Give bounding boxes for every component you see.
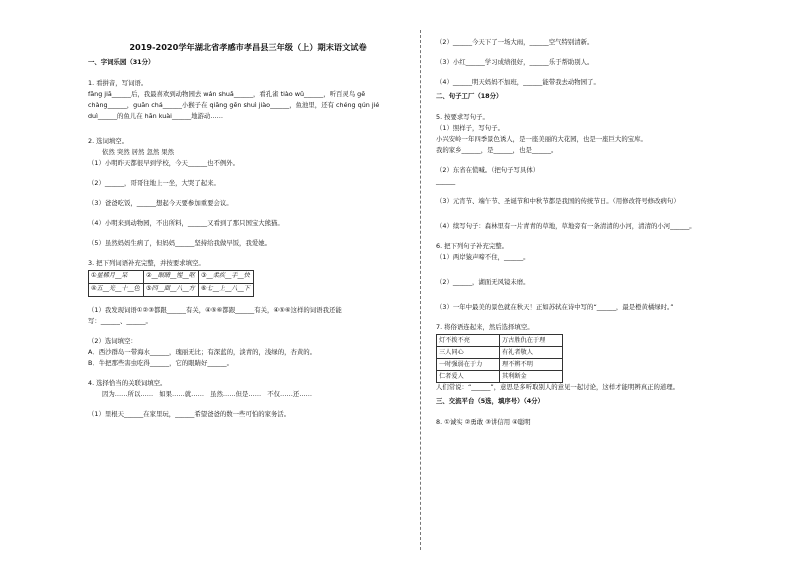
table-cell: 其利断金 (500, 371, 563, 383)
q1-line-3: duì______的鱼儿在 hān kuài______地游动…… (88, 112, 224, 121)
table-row (89, 284, 254, 297)
table-cell: ⑤四__面__八__方 (144, 284, 199, 297)
q2-word-bank: 依然 突然 居然 忽然 果然 (102, 148, 175, 157)
q6-heading: 6. 把下列句子补充完整。 (436, 242, 509, 250)
table-cell: 仁者爱人 (437, 371, 500, 383)
table-cell: 一时强弱在于力 (437, 359, 500, 371)
table-cell: 万古胜仇在于理 (500, 335, 563, 347)
q1-line-1: fāng jiā______后，我最喜欢到动物园去 wán shuǎ______，看孔雀 tiào wǔ______，听百灵鸟 gē (88, 90, 366, 99)
exam-title: 2019-2020学年湖北省孝感市孝昌县三年级（上）期末语文试卷 (129, 42, 367, 52)
table-cell: ⑥七__上__八__下 (199, 284, 254, 297)
column-divider (420, 30, 421, 550)
q1-heading: 1. 看拼音，写词语。 (88, 79, 148, 88)
section-heading-3: 三、交流平台（5选，填序号）（4分） (436, 397, 544, 405)
right-column (436, 38, 736, 429)
table-row (89, 271, 254, 284)
q2-item-3: （3）爸爸吃饭，______想起今天要参加重要会议。 (88, 199, 233, 208)
q2-item-4: （4）小明来到动物园，不出所料，______又看到了那只国宝大熊猫。 (88, 219, 284, 228)
section-heading-1: 一、字词乐园（31分） (88, 58, 155, 67)
table-cell: ③__柔疾__手__快 (199, 271, 254, 284)
q1-line-2: chàng______，guān chá______小猴子在 qiāng gēn shuì jiào______，鱼池里，还有 chéng qún jié (88, 101, 380, 110)
q2-item-5: （5）虽然妈妈生病了，但妈妈______坚持给我做早饭，我爱她。 (88, 239, 272, 248)
q4-word-bank: 因为……所以…… 如果……就…… 虽然……但是…… 不仅……还…… (102, 390, 313, 399)
table-cell: ①星稀月__呆 (89, 271, 144, 284)
q3-word-table (88, 270, 254, 297)
table-cell: ④五__光__十__色 (89, 284, 144, 297)
q6-sub-1: （1）两岸猿声啼不住，______。 (436, 253, 530, 261)
q6-sub-2: （2）______，湖面无风镜未磨。 (436, 278, 530, 286)
q4-item-3: （3）小红______学习成绩很好，______乐于帮助别人。 (436, 58, 594, 66)
table-cell: 理不辨不明 (500, 359, 563, 371)
table-row (437, 371, 563, 383)
table-cell: 有礼者敬人 (500, 347, 563, 359)
q5-sub-3: （3）元宵节、端午节、圣诞节和中秋节都是我国的传统节日。（用修改符号修改病句） (436, 197, 680, 205)
q7-tail: 人们常说：“______”，意思是多听取别人的意见一起讨论，这样才能明辨真正的道理。 (436, 383, 680, 391)
q7-proverb-table (436, 334, 563, 383)
q5-heading: 5. 按要求写句子。 (436, 113, 489, 121)
q5-sub-1b: 我的家乡______，是______，也是______。 (436, 146, 558, 154)
q8-options: 8. ①诚实 ②勇敢 ③讲信用 ④聪明 (436, 418, 531, 426)
q3-sub-2: （2）选词填空： (88, 337, 137, 346)
q2-item-1: （1）小明昨天都很早到学校，今天______也不例外。 (88, 159, 240, 168)
q5-sub-1a: 小兴安岭一年四季景色诱人，是一座美丽的大花园，也是一座巨大的宝库。 (436, 135, 647, 143)
q7-heading: 7. 将俗语连起来，然后选择填空。 (436, 323, 534, 331)
q5-sub-2: （2）东省在慌喊。（把句子写具体） (436, 166, 540, 174)
q3-sub-1b: 写：______、______。 (88, 317, 152, 326)
q3-heading: 3. 把下列词语补充完整，并按要求填空。 (88, 259, 205, 268)
table-row (437, 347, 563, 359)
q6-sub-3: （3）一年中最美的景色就在秋天！正如苏轼在诗中写的“______，最是橙黄橘绿时。” (436, 303, 674, 311)
table-cell: 灯不拨不亮 (437, 335, 500, 347)
table-cell: ②__眼睛__惺__呕 (144, 271, 199, 284)
q4-item-2: （2）______今天下了一场大雨，______空气特别清新。 (436, 38, 594, 46)
q3-sub-2b: B．牛把那些害虫吃得______，它的眼睛好______。 (88, 359, 233, 368)
q2-item-2: （2）______，哥哥往地上一坐，大哭了起来。 (88, 179, 220, 188)
q2-heading: 2. 选词填空。 (88, 137, 129, 146)
table-row (437, 359, 563, 371)
table-row (437, 335, 563, 347)
table-cell: 三人同心 (437, 347, 500, 359)
section-heading-2: 二、句子工厂（18分） (436, 92, 503, 100)
q5-sub-1: （1）照样子，写句子。 (436, 124, 504, 132)
q5-sub-2b: ______ (436, 177, 456, 185)
q3-sub-2a: A．西沙群岛一带海水______，瑰丽无比；有深蓝的，淡青的，浅绿的，杏黄的。 (88, 348, 317, 357)
q3-sub-1: （1）我发现词语①②③都跟______有关，④⑤⑥都跟______有关，④⑤⑥这样的词语我还能 (88, 306, 342, 315)
q4-heading: 4. 选择恰当的关联词填空。 (88, 379, 167, 388)
q5-sub-4: （4）续写句子：森林里有一片青青的草地，草地旁有一条清清的小河，清清的小河______。 (436, 222, 696, 230)
q4-item-1: （1）里根天______在家里玩，______希望爸爸的数一些可怕的家务活。 (88, 410, 291, 419)
q4-item-4: （4）______明天妈妈不加班，______能带我去动物园了。 (436, 78, 600, 86)
left-column (88, 42, 408, 421)
